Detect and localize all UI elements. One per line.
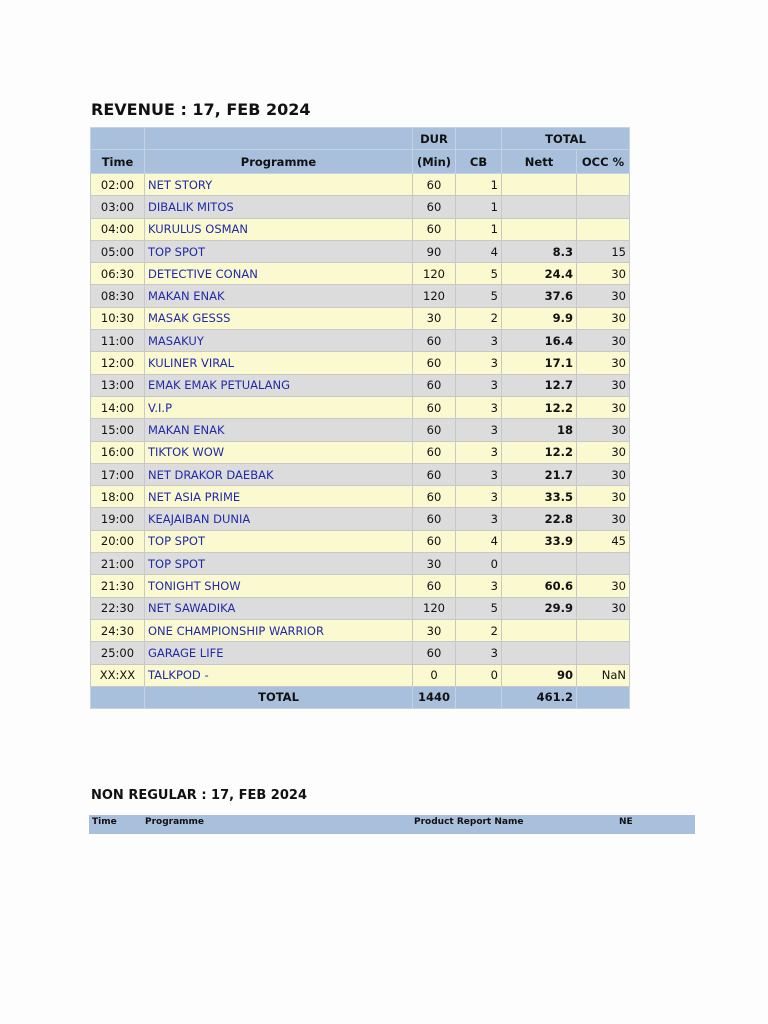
cell-occ: 30 bbox=[577, 508, 630, 530]
total-blank bbox=[456, 686, 502, 708]
cell-programme: MASAKUY bbox=[145, 330, 413, 352]
cell-nett bbox=[502, 619, 577, 641]
non-regular-table-header bbox=[89, 815, 695, 834]
cell-time: 06:30 bbox=[91, 263, 145, 285]
cell-cb: 3 bbox=[456, 642, 502, 664]
table-row bbox=[91, 218, 630, 240]
table-row bbox=[91, 263, 630, 285]
cell-occ: 30 bbox=[577, 285, 630, 307]
header-time: Time bbox=[91, 150, 145, 174]
table-row bbox=[91, 352, 630, 374]
header-programme: Programme bbox=[145, 150, 413, 174]
table-row bbox=[91, 396, 630, 418]
total-label: TOTAL bbox=[145, 686, 413, 708]
non-regular-title: NON REGULAR : 17, FEB 2024 bbox=[91, 788, 307, 803]
cell-occ: 30 bbox=[577, 463, 630, 485]
cell-cb: 0 bbox=[456, 553, 502, 575]
cell-dur: 30 bbox=[413, 619, 456, 641]
cell-time: 17:00 bbox=[91, 463, 145, 485]
cell-time: 18:00 bbox=[91, 486, 145, 508]
cell-occ bbox=[577, 218, 630, 240]
table-row bbox=[91, 597, 630, 619]
cell-cb: 1 bbox=[456, 196, 502, 218]
cell-occ bbox=[577, 196, 630, 218]
cell-nett: 33.9 bbox=[502, 530, 577, 552]
table-row bbox=[91, 374, 630, 396]
cell-occ bbox=[577, 553, 630, 575]
cell-dur: 60 bbox=[413, 441, 456, 463]
cell-occ: 30 bbox=[577, 263, 630, 285]
cell-occ: 30 bbox=[577, 307, 630, 329]
cell-nett bbox=[502, 642, 577, 664]
cell-dur: 60 bbox=[413, 196, 456, 218]
header-blank bbox=[91, 128, 145, 150]
cell-cb: 2 bbox=[456, 619, 502, 641]
cell-dur: 120 bbox=[413, 597, 456, 619]
total-blank bbox=[577, 686, 630, 708]
cell-dur: 60 bbox=[413, 174, 456, 196]
cell-dur: 60 bbox=[413, 330, 456, 352]
cell-dur: 60 bbox=[413, 374, 456, 396]
cell-occ: 30 bbox=[577, 597, 630, 619]
table-row bbox=[91, 553, 630, 575]
cell-cb: 0 bbox=[456, 664, 502, 686]
cell-occ: 30 bbox=[577, 575, 630, 597]
cell-dur: 60 bbox=[413, 508, 456, 530]
cell-time: 03:00 bbox=[91, 196, 145, 218]
cell-cb: 5 bbox=[456, 263, 502, 285]
cell-nett: 24.4 bbox=[502, 263, 577, 285]
cell-occ bbox=[577, 174, 630, 196]
table-row bbox=[91, 664, 630, 686]
total-dur: 1440 bbox=[413, 686, 456, 708]
cell-programme: KULINER VIRAL bbox=[145, 352, 413, 374]
cell-time: 14:00 bbox=[91, 396, 145, 418]
cell-cb: 1 bbox=[456, 218, 502, 240]
table-row bbox=[91, 486, 630, 508]
cell-time: 11:00 bbox=[91, 330, 145, 352]
cell-cb: 3 bbox=[456, 508, 502, 530]
cell-cb: 3 bbox=[456, 463, 502, 485]
cell-occ: 30 bbox=[577, 396, 630, 418]
cell-time: 12:00 bbox=[91, 352, 145, 374]
header-dur-top: DUR bbox=[413, 128, 456, 150]
cell-dur: 120 bbox=[413, 263, 456, 285]
cell-occ: 30 bbox=[577, 419, 630, 441]
cell-programme: MAKAN ENAK bbox=[145, 285, 413, 307]
cell-nett: 17.1 bbox=[502, 352, 577, 374]
cell-occ: 30 bbox=[577, 352, 630, 374]
cell-time: 15:00 bbox=[91, 419, 145, 441]
cell-cb: 5 bbox=[456, 285, 502, 307]
cell-programme: NET SAWADIKA bbox=[145, 597, 413, 619]
header-dur-unit: (Min) bbox=[413, 150, 456, 174]
table-row bbox=[91, 530, 630, 552]
revenue-table bbox=[90, 127, 630, 709]
cell-cb: 3 bbox=[456, 352, 502, 374]
cell-cb: 5 bbox=[456, 597, 502, 619]
cell-programme: TOP SPOT bbox=[145, 240, 413, 262]
cell-occ: 30 bbox=[577, 330, 630, 352]
total-blank bbox=[91, 686, 145, 708]
cell-time: 22:30 bbox=[91, 597, 145, 619]
revenue-table-footer bbox=[91, 686, 630, 708]
cell-cb: 4 bbox=[456, 240, 502, 262]
nonreg-header-product: Product Report Name bbox=[414, 817, 524, 827]
cell-nett bbox=[502, 174, 577, 196]
cell-nett bbox=[502, 196, 577, 218]
cell-programme: MASAK GESSS bbox=[145, 307, 413, 329]
cell-nett: 29.9 bbox=[502, 597, 577, 619]
cell-dur: 60 bbox=[413, 419, 456, 441]
cell-nett: 12.2 bbox=[502, 396, 577, 418]
cell-programme: GARAGE LIFE bbox=[145, 642, 413, 664]
table-row bbox=[91, 240, 630, 262]
cell-cb: 3 bbox=[456, 396, 502, 418]
cell-programme: V.I.P bbox=[145, 396, 413, 418]
header-cb: CB bbox=[456, 150, 502, 174]
cell-programme: EMAK EMAK PETUALANG bbox=[145, 374, 413, 396]
table-row bbox=[91, 419, 630, 441]
cell-nett bbox=[502, 218, 577, 240]
cell-dur: 60 bbox=[413, 486, 456, 508]
cell-time: 16:00 bbox=[91, 441, 145, 463]
table-row bbox=[91, 463, 630, 485]
header-blank bbox=[145, 128, 413, 150]
cell-programme: TALKPOD - bbox=[145, 664, 413, 686]
cell-occ: 15 bbox=[577, 240, 630, 262]
table-row bbox=[91, 575, 630, 597]
table-row bbox=[91, 441, 630, 463]
cell-nett: 60.6 bbox=[502, 575, 577, 597]
cell-dur: 60 bbox=[413, 218, 456, 240]
cell-dur: 60 bbox=[413, 396, 456, 418]
cell-occ bbox=[577, 642, 630, 664]
cell-programme: KEAJAIBAN DUNIA bbox=[145, 508, 413, 530]
cell-nett: 90 bbox=[502, 664, 577, 686]
cell-dur: 60 bbox=[413, 352, 456, 374]
cell-dur: 60 bbox=[413, 530, 456, 552]
cell-occ: NaN bbox=[577, 664, 630, 686]
cell-programme: NET ASIA PRIME bbox=[145, 486, 413, 508]
cell-programme: DETECTIVE CONAN bbox=[145, 263, 413, 285]
revenue-table-body bbox=[91, 174, 630, 687]
cell-nett bbox=[502, 553, 577, 575]
cell-nett: 8.3 bbox=[502, 240, 577, 262]
cell-cb: 1 bbox=[456, 174, 502, 196]
cell-time: 21:00 bbox=[91, 553, 145, 575]
table-row bbox=[91, 508, 630, 530]
cell-nett: 21.7 bbox=[502, 463, 577, 485]
cell-programme: TIKTOK WOW bbox=[145, 441, 413, 463]
header-nett: Nett bbox=[502, 150, 577, 174]
nonreg-header-time: Time bbox=[92, 817, 117, 827]
cell-time: 25:00 bbox=[91, 642, 145, 664]
cell-occ: 30 bbox=[577, 374, 630, 396]
table-row bbox=[91, 642, 630, 664]
cell-time: XX:XX bbox=[91, 664, 145, 686]
header-occ: OCC % bbox=[577, 150, 630, 174]
cell-nett: 18 bbox=[502, 419, 577, 441]
cell-time: 10:30 bbox=[91, 307, 145, 329]
cell-time: 13:00 bbox=[91, 374, 145, 396]
cell-cb: 3 bbox=[456, 441, 502, 463]
cell-dur: 30 bbox=[413, 553, 456, 575]
cell-programme: ONE CHAMPIONSHIP WARRIOR bbox=[145, 619, 413, 641]
cell-cb: 3 bbox=[456, 486, 502, 508]
table-row bbox=[91, 196, 630, 218]
cell-occ: 30 bbox=[577, 486, 630, 508]
cell-cb: 3 bbox=[456, 575, 502, 597]
cell-nett: 9.9 bbox=[502, 307, 577, 329]
cell-programme: KURULUS OSMAN bbox=[145, 218, 413, 240]
cell-occ bbox=[577, 619, 630, 641]
cell-programme: TOP SPOT bbox=[145, 530, 413, 552]
cell-time: 08:30 bbox=[91, 285, 145, 307]
table-row bbox=[91, 619, 630, 641]
cell-cb: 3 bbox=[456, 374, 502, 396]
cell-programme: MAKAN ENAK bbox=[145, 419, 413, 441]
cell-nett: 16.4 bbox=[502, 330, 577, 352]
cell-programme: NET DRAKOR DAEBAK bbox=[145, 463, 413, 485]
cell-time: 04:00 bbox=[91, 218, 145, 240]
cell-time: 21:30 bbox=[91, 575, 145, 597]
cell-time: 24:30 bbox=[91, 619, 145, 641]
header-blank bbox=[456, 128, 502, 150]
cell-programme: DIBALIK MITOS bbox=[145, 196, 413, 218]
table-row bbox=[91, 285, 630, 307]
cell-programme: NET STORY bbox=[145, 174, 413, 196]
cell-nett: 12.7 bbox=[502, 374, 577, 396]
cell-nett: 22.8 bbox=[502, 508, 577, 530]
total-nett: 461.2 bbox=[502, 686, 577, 708]
cell-time: 05:00 bbox=[91, 240, 145, 262]
cell-nett: 12.2 bbox=[502, 441, 577, 463]
cell-cb: 2 bbox=[456, 307, 502, 329]
cell-dur: 90 bbox=[413, 240, 456, 262]
cell-programme: TOP SPOT bbox=[145, 553, 413, 575]
cell-time: 19:00 bbox=[91, 508, 145, 530]
table-row bbox=[91, 174, 630, 196]
cell-nett: 37.6 bbox=[502, 285, 577, 307]
table-row bbox=[91, 307, 630, 329]
cell-occ: 45 bbox=[577, 530, 630, 552]
cell-dur: 30 bbox=[413, 307, 456, 329]
cell-programme: TONIGHT SHOW bbox=[145, 575, 413, 597]
revenue-title: REVENUE : 17, FEB 2024 bbox=[91, 100, 311, 119]
cell-dur: 120 bbox=[413, 285, 456, 307]
cell-time: 02:00 bbox=[91, 174, 145, 196]
nonreg-header-ne: NE bbox=[619, 817, 633, 827]
nonreg-header-programme: Programme bbox=[145, 817, 205, 827]
table-row bbox=[91, 330, 630, 352]
cell-dur: 0 bbox=[413, 664, 456, 686]
cell-occ: 30 bbox=[577, 441, 630, 463]
cell-dur: 60 bbox=[413, 463, 456, 485]
revenue-table-header bbox=[91, 128, 630, 174]
cell-cb: 3 bbox=[456, 330, 502, 352]
cell-dur: 60 bbox=[413, 642, 456, 664]
cell-nett: 33.5 bbox=[502, 486, 577, 508]
cell-dur: 60 bbox=[413, 575, 456, 597]
cell-cb: 3 bbox=[456, 419, 502, 441]
header-total-top: TOTAL bbox=[502, 128, 630, 150]
cell-time: 20:00 bbox=[91, 530, 145, 552]
cell-cb: 4 bbox=[456, 530, 502, 552]
